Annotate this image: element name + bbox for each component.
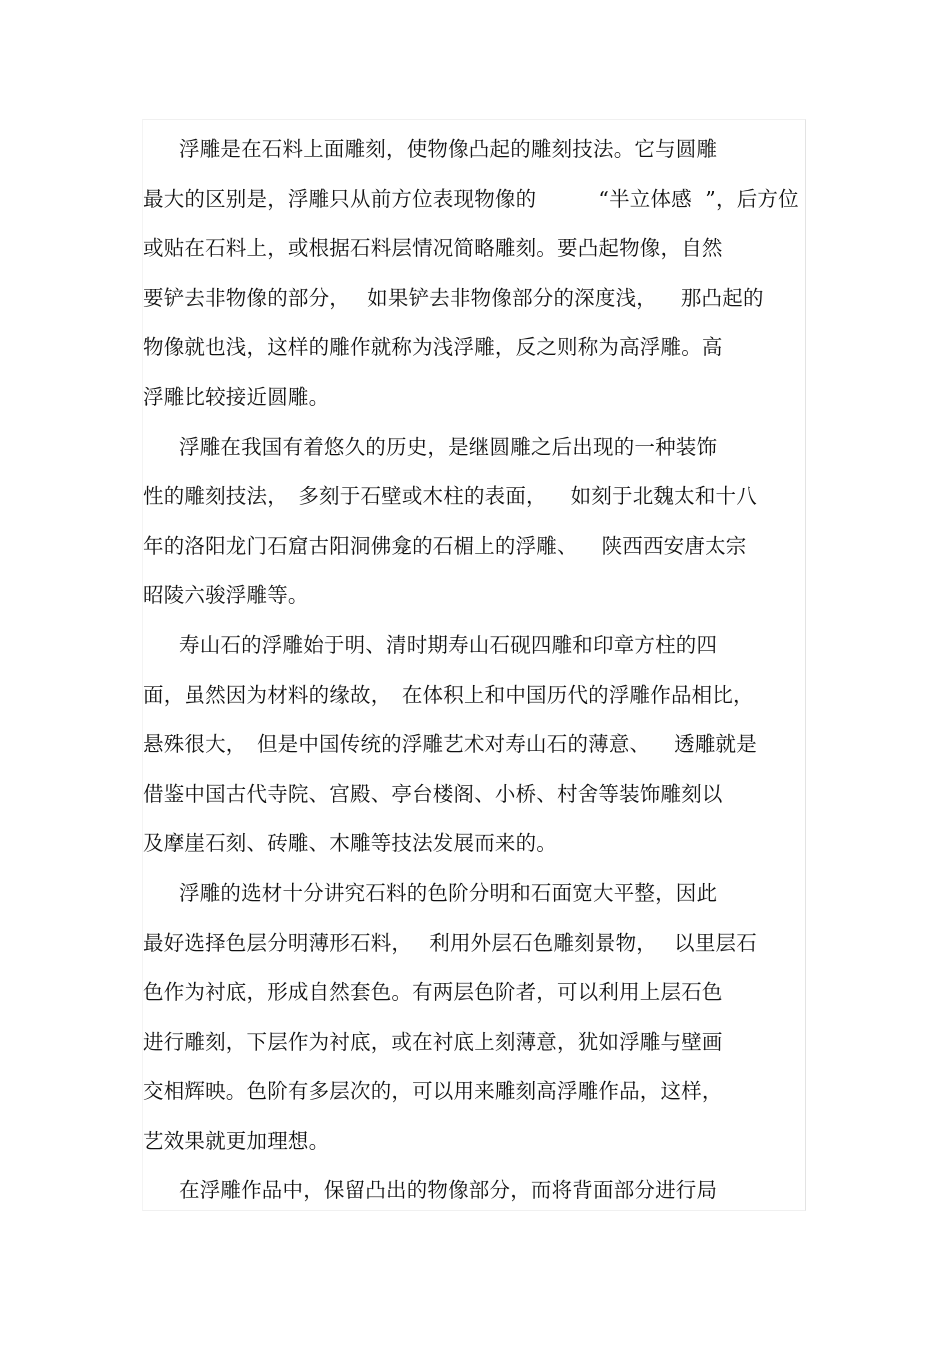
text-line: 进行雕刻，下层作为衬底，或在衬底上刻薄意，犹如浮雕与壁画 [143,1029,723,1054]
paragraph-4 [143,869,806,1167]
text-line: 昭陵六骏浮雕等。 [143,583,309,608]
text-line: 物像就也浅，这样的雕作就称为浅浮雕，反之则称为高浮雕。高 [143,335,723,360]
text-line: 在浮雕作品中，保留凸出的物像部分，而将背面部分进行局 [179,1178,718,1203]
text-line: 要铲去非物像的部分， 如果铲去非物像部分的深度浅， 那凸起的 [143,285,764,310]
text-line: 及摩崖石刻、砖雕、木雕等技法发展而来的。 [143,831,557,856]
text-line: 浮雕的选材十分讲究石料的色阶分明和石面宽大平整，因此 [179,880,718,905]
paragraph-2 [143,423,806,621]
text-line: 或贴在石料上，或根据石料层情况简略雕刻。要凸起物像，自然 [143,236,723,261]
text-line: 浮雕比较接近圆雕。 [143,384,330,409]
text-line: 最好选择色层分明薄形石料， 利用外层石色雕刻景物， 以里层石 [143,930,757,955]
page-frame [142,119,806,1211]
text-line: 性的雕刻技法， 多刻于石壁或木柱的表面， 如刻于北魏太和十八 [143,484,757,509]
text-line: 浮雕是在石料上面雕刻，使物像凸起的雕刻技法。它与圆雕 [179,137,718,161]
text-line: 浮雕在我国有着悠久的历史，是继圆雕之后出现的一种装饰 [179,434,718,459]
text-line: 面，虽然因为材料的缘故， 在体积上和中国历代的浮雕作品相比， [143,682,754,707]
paragraph-5 [143,1166,806,1211]
document-body [143,125,806,1211]
text-line: 色作为衬底，形成自然套色。有两层色阶者，可以利用上层石色 [143,980,723,1005]
text-line: 悬殊很大， 但是中国传统的浮雕艺术对寿山石的薄意、 透雕就是 [143,732,757,757]
paragraph-1 [143,125,806,423]
text-line: 交相辉映。色阶有多层次的，可以用来雕刻高浮雕作品，这样， [143,1079,723,1104]
text-line: 借鉴中国古代寺院、宫殿、亭台楼阁、小桥、村舍等装饰雕刻以 [143,781,723,806]
text-line: 寿山石的浮雕始于明、清时期寿山石砚四雕和印章方柱的四 [179,632,718,657]
paragraph-3 [143,621,806,869]
text-line: 年的洛阳龙门石窟古阳洞佛龛的石楣上的浮雕、 陕西西安唐太宗 [143,533,747,558]
text-line: 最大的区别是，浮雕只从前方位表现物像的 “半立体感 ”，后方位 [143,186,799,211]
text-line: 艺效果就更加理想。 [143,1128,330,1153]
